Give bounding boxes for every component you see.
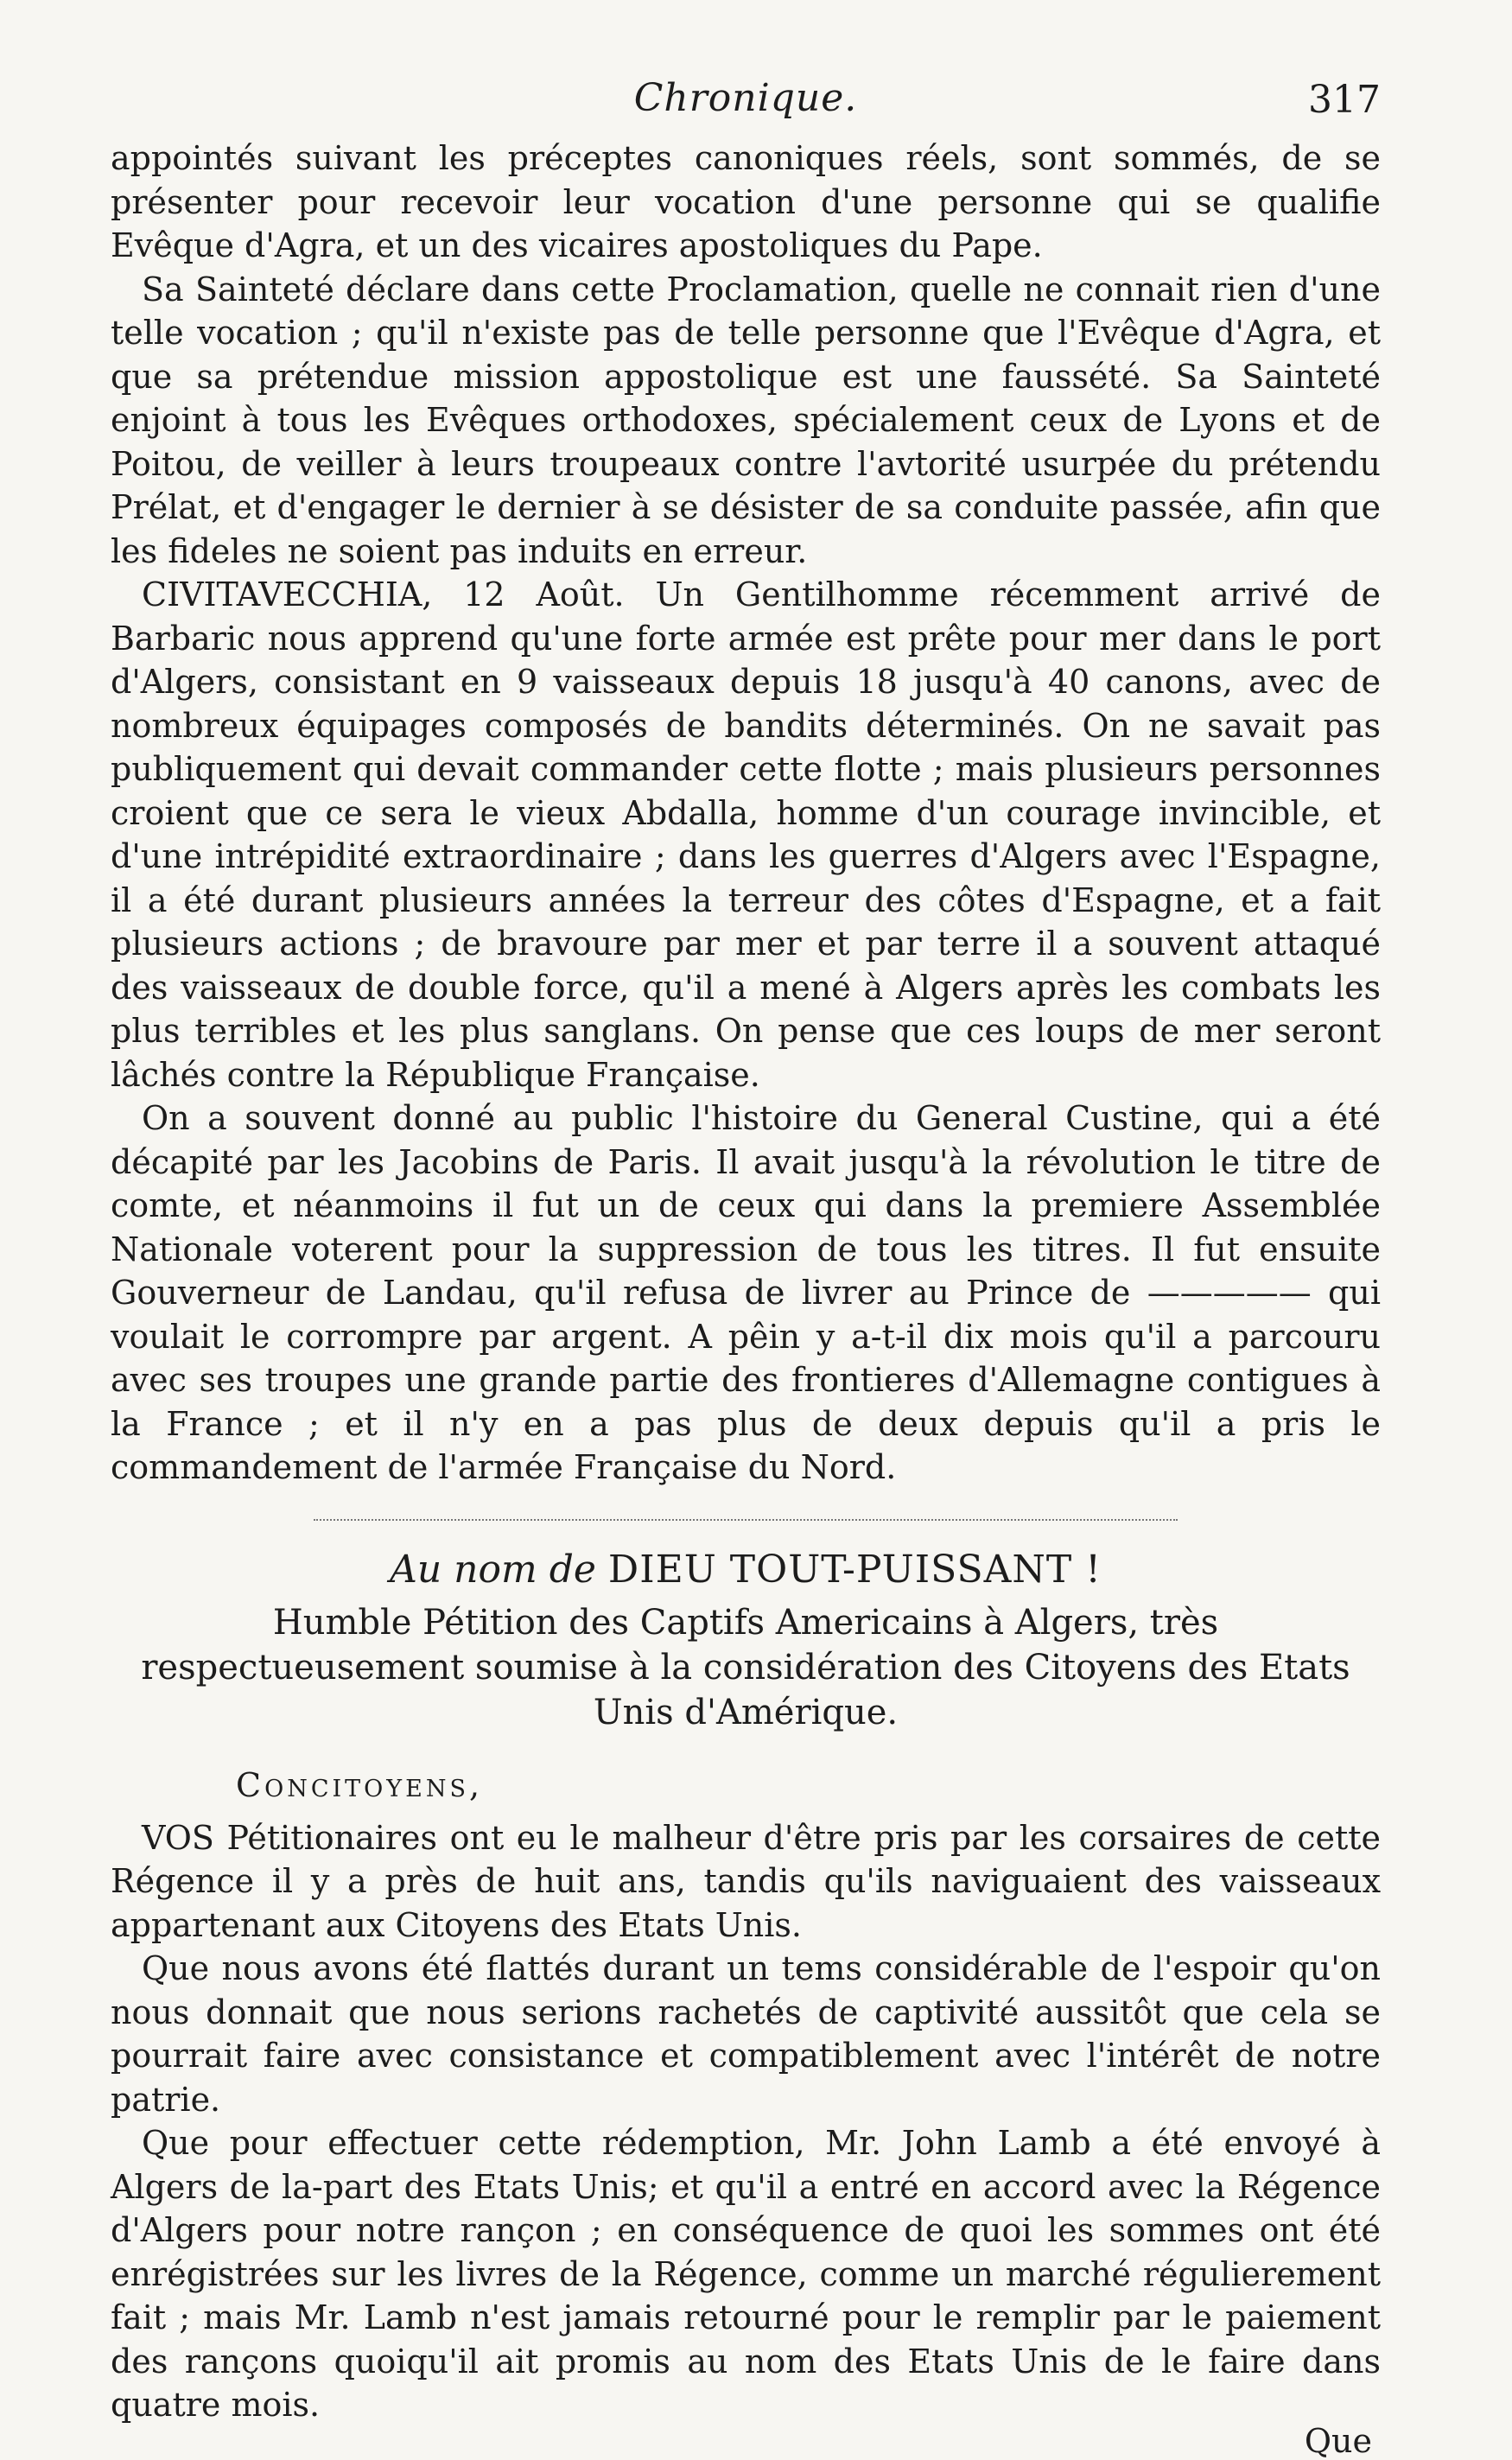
heading-italic: Au nom de (390, 1547, 596, 1592)
paragraph: Que nous avons été flattés durant un tems considérable de l'espoir qu'on nous donnait que nous serions rachetés de captivité aussitôt que cela se pourrait faire avec consistance et compatiblement avec l'intérêt de notre patrie. (111, 1949, 1381, 2119)
section-divider (314, 1519, 1178, 1521)
paragraph: On a souvent donné au public l'histoire du General Custine, qui a été décapité par les Jacobins de Paris. Il avait jusqu'à la révolution le titre de comte, et néanmoins il fut un de ceux qui dans la premiere Assemblée Nationale voterent pour la suppression de tous les titres. Il fut ensuite Gouverneur de Landau, qu'il refusa de livrer au Prince de ————— qui voulait le corrompre par argent. A pêin y a-t-il dix mois qu'il a parcouru avec ses troupes une grande partie des frontieres d'Allemagne contigues à la France ; et il n'y en a pas plus de deux depuis qu'il a pris le commandement de l'armée Française du Nord. (111, 1099, 1381, 1486)
page-header (111, 76, 1381, 137)
salutation: Concitoyens, (236, 1765, 484, 1804)
paragraph: appointés suivant les préceptes canoniques réels, sont sommés, de se présenter pour recevoir leur vocation d'une personne qui se qualifie Evêque d'Agra, et un des vicaires apostoliques du Pape. (111, 139, 1381, 264)
section-heading (111, 1543, 1381, 1597)
heading-caps: DIEU TOUT-PUISSANT ! (607, 1547, 1102, 1592)
paragraph: Que pour effectuer cette rédemption, Mr. John Lamb a été envoyé à Algers de la-part des Etats Unis; et qu'il a entré en accord avec la Régence d'Algers pour notre rançon ; en conséquence de quoi les sommes ont été enrégistrées sur les livres de la Régence, comme un marché régulierement fait ; mais Mr. Lamb n'est jamais retourné pour le remplir par le paiement des rançons quoiqu'il ait promis au nom des Etats Unis de le faire dans quatre mois. (111, 2124, 1381, 2424)
paragraph: CIVITAVECCHIA, 12 Août. Un Gentilhomme récemment arrivé de Barbaric nous apprend qu'une forte armée est prête pour mer dans le port d'Algers, consistant en 9 vaisseaux depuis 18 jusqu'à 40 canons, avec de nombreux équipages composés de bandits déterminés. On ne savait pas publiquement qui devait commander cette flotte ; mais plusieurs personnes croient que ce sera le vieux Abdalla, homme d'un courage invincible, et d'une intrépidité extraordinaire ; dans les guerres d'Algers avec l'Espagne, il a été durant plusieurs années la terreur des côtes d'Espagne, et a fait plusieurs actions ; de bravoure par mer et par terre il a souvent attaqué des vaisseaux de double force, qu'il a mené à Algers après les combats les plus terribles et les plus sanglans. On pense que ces loups de mer seront lâchés contre la République Française. (111, 575, 1381, 1094)
catchword: Que (1304, 2421, 1372, 2460)
page-number: 317 (1308, 78, 1381, 122)
petition-title: Humble Pétition des Captifs Americains à Algers, très respectueusement soumise à la considération des Citoyens des Etats Unis d'Amérique. (141, 1602, 1350, 1732)
running-title: Chronique. (633, 76, 858, 120)
paragraph: VOS Pétitionaires ont eu le malheur d'être pris par les corsaires de cette Régence il y a près de huit ans, tandis qu'ils naviguaient des vaisseaux appartenant aux Citoyens des Etats Unis. (111, 1818, 1381, 1944)
document-page (111, 76, 1381, 2460)
paragraph: Sa Sainteté déclare dans cette Proclamation, quelle ne connait rien d'une telle vocation ; qu'il n'existe pas de telle personne que l'Evêque d'Agra, et que sa prétendue mission appostolique est une faussété. Sa Sainteté enjoint à tous les Evêques orthodoxes, spécialement ceux de Lyons et de Poitou, de veiller à leurs troupeaux contre l'avtorité usurpée du prétendu Prélat, et d'engager le dernier à se désister de sa conduite passée, afin que les fideles ne soient pas induits en erreur. (111, 270, 1381, 570)
